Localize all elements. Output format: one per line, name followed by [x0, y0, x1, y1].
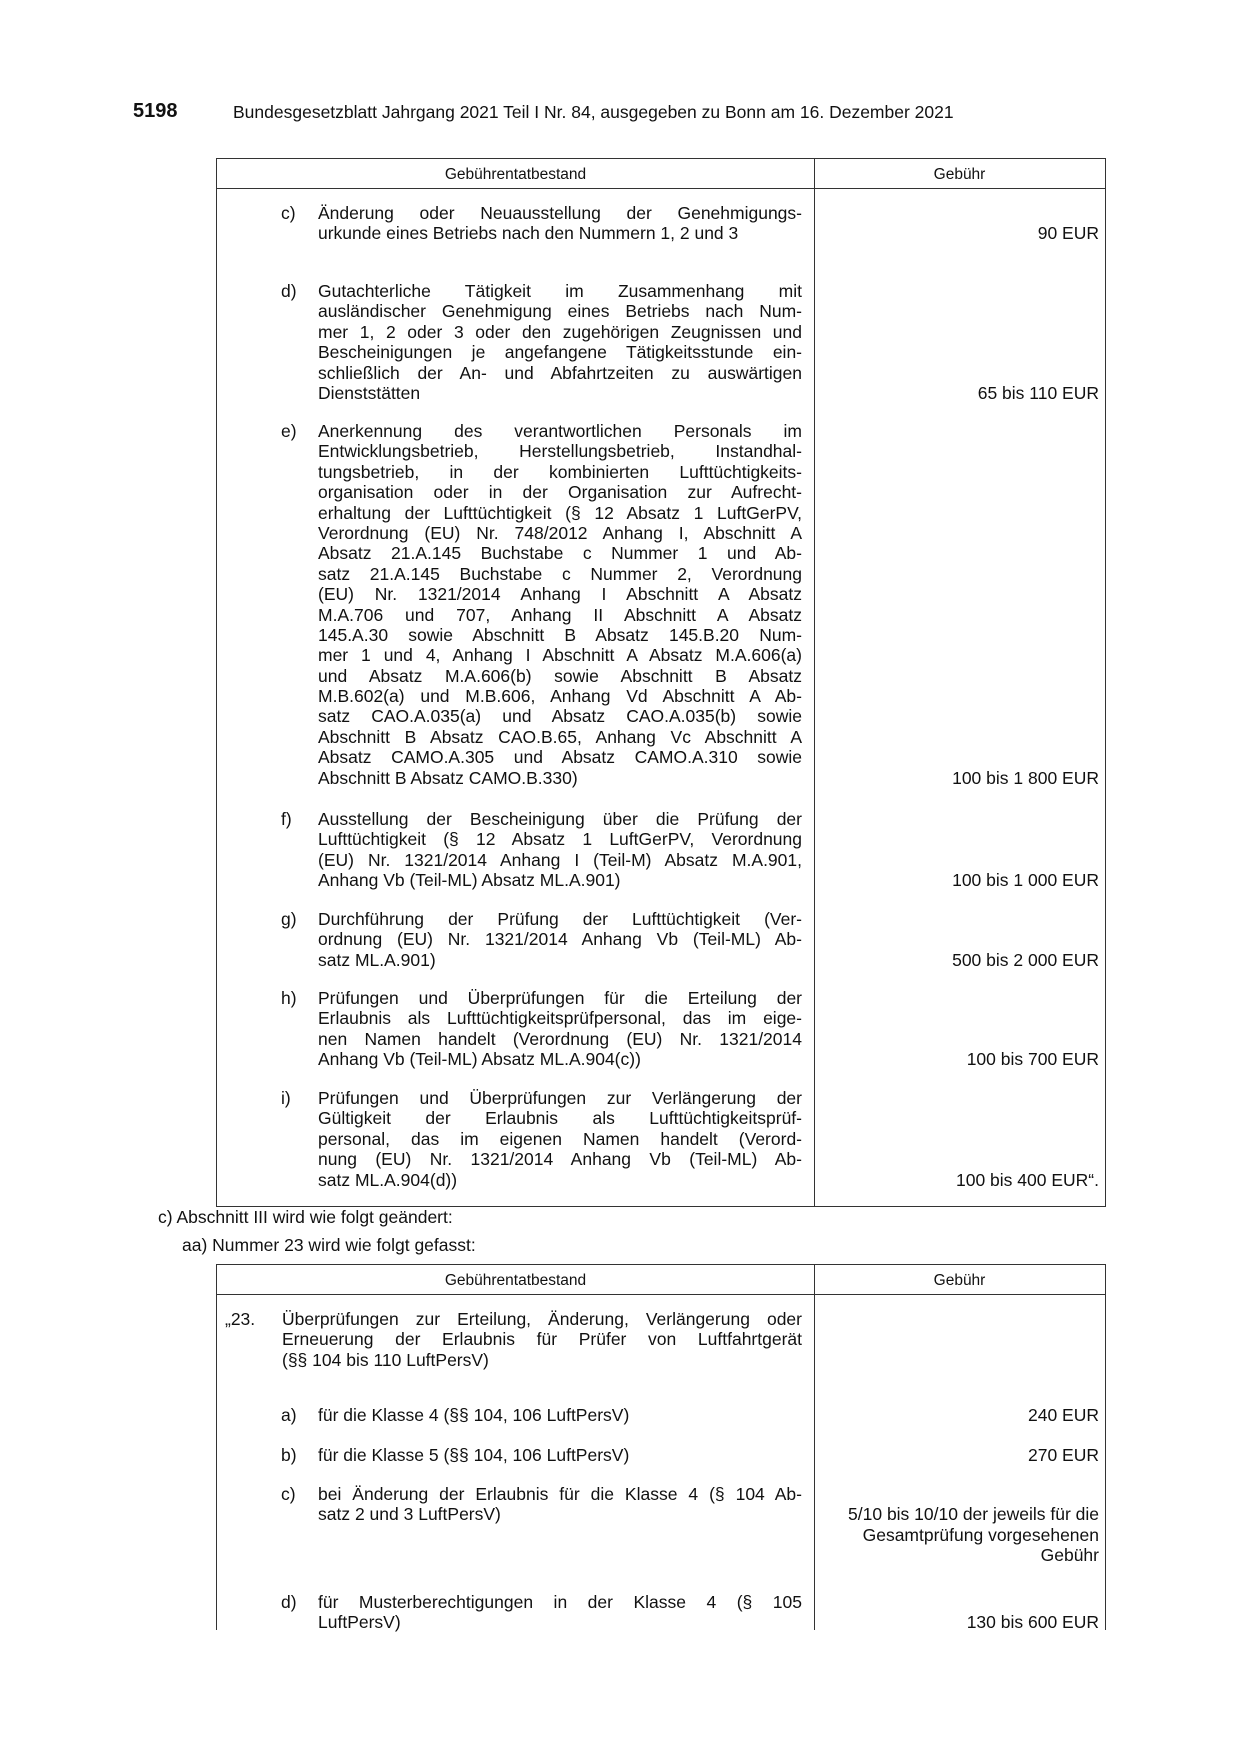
fee-table-2 [216, 1264, 1106, 1633]
description-line: ordnung (EU) Nr. 1321/2014 Anhang Vb (Teil-ML) Ab- [318, 929, 802, 950]
gazette-title: Bundesgesetzblatt Jahrgang 2021 Teil I Nr. 84, ausgegeben zu Bonn am 16. Dezember 2021 [233, 102, 954, 122]
page-header [0, 101, 1241, 125]
column-header-fee: Gebühr [933, 166, 986, 183]
description-line: satz CAO.A.035(a) und Absatz CAO.A.035(b) sowie [318, 706, 802, 727]
description-line: satz ML.A.901) [318, 949, 436, 970]
description-line: 145.A.30 sowie Abschnitt B Absatz 145.B.20 Num- [318, 624, 802, 645]
row-fee: 500 bis 2 000 EUR [952, 949, 1099, 970]
description-line: für Musterberechtigungen in der Klasse 4 (§ 105 [318, 1592, 802, 1612]
description-line: Anerkennung des verantwortlichen Personals im [318, 421, 802, 441]
description-line: Überprüfungen zur Erteilung, Änderung, Verlängerung oder [282, 1309, 802, 1329]
row-description [282, 1309, 802, 1370]
description-line: mer 1, 2 oder 3 oder den zugehörigen Zeugnissen und [318, 321, 802, 342]
description-line: Änderung oder Neuausstellung der Genehmigungs- [318, 203, 802, 223]
description-line: Prüfungen und Überprüfungen für die Erteilung der [318, 988, 802, 1008]
description-line: Ausstellung der Bescheinigung über die Prüfung der [318, 809, 802, 829]
description-line: satz 2 und 3 LuftPersV) [318, 1504, 501, 1525]
description-line: Durchführung der Prüfung der Lufttüchtigkeit (Ver- [318, 909, 802, 929]
description-line: satz ML.A.904(d)) [318, 1169, 458, 1190]
description-line: M.A.706 und 707, Anhang II Abschnitt A Absatz [318, 604, 802, 625]
description-line: Prüfungen und Überprüfungen zur Verlängerung der [318, 1088, 802, 1108]
description-line: Abschnitt B Absatz CAO.B.65, Anhang Vc Abschnitt A [318, 726, 802, 747]
row-description [318, 909, 802, 970]
description-line: Erneuerung der Erlaubnis für Prüfer von Luftfahrtgerät [282, 1329, 802, 1350]
description-line: für die Klasse 4 (§§ 104, 106 LuftPersV) [318, 1405, 630, 1425]
description-line: bei Änderung der Erlaubnis für die Klasse 4 (§ 104 Ab- [318, 1484, 802, 1504]
description-line: Lufttüchtigkeit (§ 12 Absatz 1 LuftGerPV, Verordnung [318, 829, 802, 850]
description-line: personal, das im eigenen Namen handelt (Verord- [318, 1128, 802, 1149]
row-label: e) [281, 421, 297, 441]
page-number: 5198 [133, 100, 178, 122]
column-header-description: Gebührentatbestand [444, 166, 587, 183]
description-line: schließlich der An- und Abfahrtzeiten zu auswärtigen [318, 362, 802, 383]
description-line: für die Klasse 5 (§§ 104, 106 LuftPersV) [318, 1445, 630, 1465]
description-line: tungsbetrieb, in der kombinierten Lufttüchtigkeits- [318, 461, 802, 482]
row-label: h) [281, 988, 297, 1008]
row-label: f) [281, 809, 292, 829]
row-description [318, 1484, 802, 1525]
row-description [318, 809, 802, 891]
description-line: Absatz 21.A.145 Buchstabe c Nummer 1 und Ab- [318, 543, 802, 564]
row-label: d) [281, 281, 297, 301]
description-line: M.B.602(a) und M.B.606, Anhang Vd Abschnitt A Ab- [318, 686, 802, 707]
fee-table-1 [216, 158, 1106, 1207]
description-line: Gutachterliche Tätigkeit im Zusammenhang mit [318, 281, 802, 301]
table-header [217, 1265, 1105, 1295]
description-line: (EU) Nr. 1321/2014 Anhang I (Teil-M) Absatz M.A.901, [318, 849, 802, 870]
row-fee: 240 EUR [1027, 1405, 1099, 1425]
description-line: mer 1 und 4, Anhang I Abschnitt A Absatz M.A.606(a) [318, 645, 802, 666]
row-description [318, 1088, 802, 1190]
description-line: Entwicklungsbetrieb, Herstellungsbetrieb, Instandhal- [318, 441, 802, 462]
row-fee: 100 bis 1 800 EUR [952, 767, 1099, 788]
row-fee: 270 EUR [1027, 1445, 1099, 1465]
row-label: a) [281, 1405, 297, 1425]
row-label: c) [281, 1484, 296, 1504]
row-label: b) [281, 1445, 297, 1465]
description-line: satz 21.A.145 Buchstabe c Nummer 2, Verordnung [318, 563, 802, 584]
row-fee [819, 1504, 1099, 1565]
description-line: nung (EU) Nr. 1321/2014 Anhang Vb (Teil-ML) Ab- [318, 1149, 802, 1170]
row-label: d) [281, 1592, 297, 1612]
description-line: Abschnitt B Absatz CAMO.B.330) [318, 767, 578, 788]
row-label: „23. [225, 1309, 256, 1329]
row-description [318, 1592, 802, 1633]
row-fee: 130 bis 600 EUR [966, 1612, 1099, 1633]
description-line: urkunde eines Betriebs nach den Nummern 1, 2 und 3 [318, 223, 739, 244]
row-description [318, 203, 802, 244]
row-fee: 65 bis 110 EUR [977, 383, 1099, 403]
row-fee: 100 bis 400 EUR“. [956, 1169, 1099, 1190]
description-line: (EU) Nr. 1321/2014 Anhang I Abschnitt A Absatz [318, 584, 802, 605]
description-line: organisation oder in der Organisation zur Aufrecht- [318, 482, 802, 503]
description-line: Anhang Vb (Teil-ML) Absatz ML.A.901) [318, 870, 621, 891]
description-line: Gültigkeit der Erlaubnis als Lufttüchtigkeitsprüf- [318, 1108, 802, 1129]
row-label: c) [281, 203, 296, 223]
row-description [318, 988, 802, 1070]
description-line: Absatz CAMO.A.305 und Absatz CAMO.A.310 sowie [318, 747, 802, 768]
row-description [318, 1445, 802, 1465]
description-line: Erlaubnis als Lufttüchtigkeitsprüfpersonal, das im eige- [318, 1008, 802, 1029]
fee-line: Gebühr [1040, 1545, 1099, 1566]
row-fee: 90 EUR [1037, 223, 1099, 244]
row-description [318, 1405, 802, 1425]
description-line: erhaltung der Lufttüchtigkeit (§ 12 Absatz 1 LuftGerPV, [318, 502, 802, 523]
amendment-item-aa: aa) Nummer 23 wird wie folgt gefasst: [182, 1235, 476, 1255]
description-line: Verordnung (EU) Nr. 748/2012 Anhang I, Abschnitt A [318, 522, 802, 543]
fee-line: Gesamtprüfung vorgesehenen [862, 1524, 1099, 1545]
description-line: Bescheinigungen je angefangene Tätigkeitsstunde ein- [318, 342, 802, 363]
description-line: Dienststätten [318, 382, 421, 403]
row-label: g) [281, 909, 297, 929]
table-header [217, 159, 1105, 189]
description-line: nen Namen handelt (Verordnung (EU) Nr. 1321/2014 [318, 1028, 802, 1049]
row-description [318, 281, 802, 403]
row-fee: 100 bis 1 000 EUR [952, 870, 1099, 891]
column-divider [814, 1265, 815, 1630]
description-line: LuftPersV) [318, 1612, 401, 1633]
row-description [318, 421, 802, 788]
column-header-fee: Gebühr [933, 1272, 986, 1289]
description-line: ausländischer Genehmigung eines Betriebs nach Num- [318, 301, 802, 322]
row-label: i) [281, 1088, 291, 1108]
description-line: und Absatz M.A.606(b) sowie Abschnitt B Absatz [318, 665, 802, 686]
column-divider [814, 159, 815, 1206]
fee-line: 5/10 bis 10/10 der jeweils für die [848, 1504, 1099, 1525]
description-line: Anhang Vb (Teil-ML) Absatz ML.A.904(c)) [318, 1049, 641, 1070]
column-header-description: Gebührentatbestand [444, 1272, 587, 1289]
amendment-item-c: c) Abschnitt III wird wie folgt geändert: [158, 1207, 453, 1227]
row-fee: 100 bis 700 EUR [966, 1049, 1099, 1070]
description-line: (§§ 104 bis 110 LuftPersV) [282, 1349, 489, 1370]
